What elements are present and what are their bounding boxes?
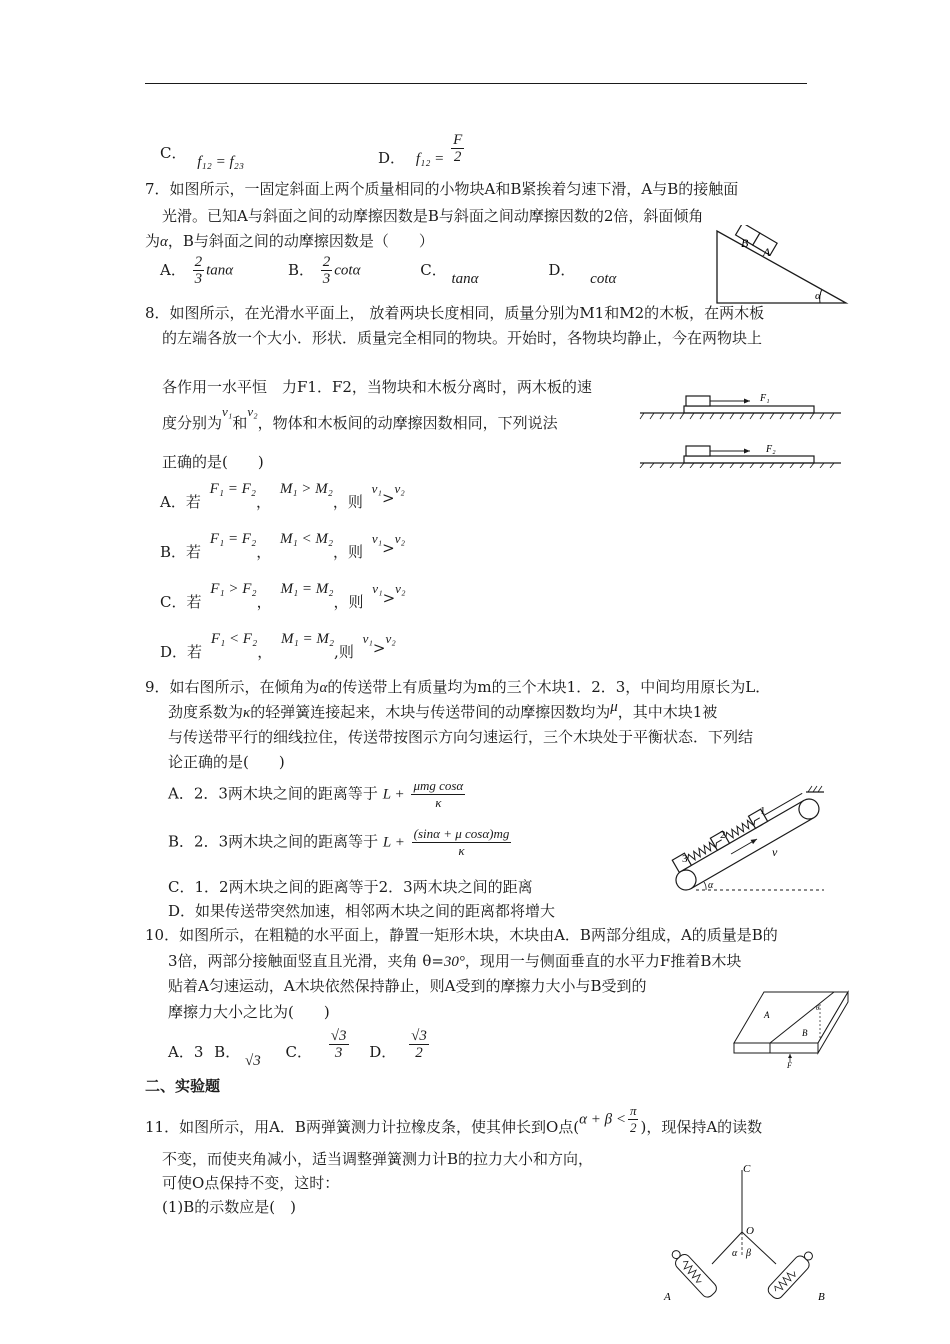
q10-fig-label-a: A <box>764 1010 770 1020</box>
q6-option-d: D． f₁₂ = $\frac{F}{2}$ <box>378 132 463 167</box>
q11-fig-b: B <box>818 1291 825 1302</box>
q9-fig-velocity: v <box>772 845 778 859</box>
q11-spring-scale-figure <box>660 1160 838 1302</box>
q10-line2: 3倍，两部分接触面竖直且光滑，夹角 θ=30°，现用一与侧面垂直的水平力F推着B木块 <box>168 952 742 970</box>
q8-line3: 各作用一水平恒 力F1．F2，当物块和木板分离时，两木板的速 <box>162 378 592 396</box>
q8-option-b: B．若 F₁ = F₂， M₁ < M₂，则 v₁>v₂ <box>160 531 406 561</box>
q7-line1: 7．如图所示，一固定斜面上两个质量相同的小物块A和B紧挨着匀速下滑，A与B的接触面 <box>145 180 739 198</box>
q8-option-d: D．若 F₁ < F₂， M₁ = M₂,则 v₁>v₂ <box>160 631 396 661</box>
q7-fig-label-a: A <box>763 245 771 259</box>
q11-fig-alpha: α <box>732 1248 738 1259</box>
header-rule <box>145 83 807 84</box>
q8-boards-figure <box>638 388 843 468</box>
q6-d-fraction: $\frac{F}{2}$ <box>453 132 463 165</box>
q10-line3: 贴着A匀速运动，A木块依然保持静止，则A受到的摩擦力大小与B受到的 <box>168 977 647 995</box>
q10-line1: 10．如图所示，在粗糙的水平面上，静置一矩形木块，木块由A．B两部分组成，A的质量是B的 <box>145 926 778 944</box>
q8-fig-f1: F₁ <box>760 393 770 404</box>
q7-options: A． $\frac{2}{3}$ tanα B． $\frac{2}{3}$ cotα C． tanα D． cotα <box>160 254 617 287</box>
q11-line4: (1)B的示数应是( ) <box>162 1198 296 1216</box>
q11-fig-o: O <box>746 1225 754 1237</box>
q7-incline-figure <box>710 225 850 307</box>
q8-line5: 正确的是( ) <box>162 453 264 471</box>
q11-fig-beta: β <box>746 1248 751 1259</box>
q9-line4: 论正确的是( ) <box>168 753 285 771</box>
q7-fig-label-b: B <box>741 236 749 250</box>
q10-line4: 摩擦力大小之比为( ) <box>168 1003 330 1021</box>
q9-fig-label-2: 2 <box>720 829 726 841</box>
q9-line1: 9．如右图所示，在倾角为α的传送带上有质量均为m的三个木块1．2．3，中间均用原长为L． <box>145 678 771 696</box>
q10-fig-force: F <box>787 1061 792 1068</box>
q9-fig-alpha: α <box>708 880 714 891</box>
q11-line1: 11．如图所示，用A．B两弹簧测力计拉橡皮条，使其伸长到O点(α + β < $\frac{\pi}{2}$ )，现保持A的读数 <box>145 1103 763 1136</box>
q10-block-figure <box>730 988 852 1068</box>
q9-line3: 与传送带平行的细线拉住，传送带按图示方向匀速运行，三个木块处于平衡状态．下列结 <box>168 728 754 746</box>
q8-option-a: A．若 F₁ = F₂， M₁ > M₂，则 v₁>v₂ <box>160 481 405 511</box>
q6-option-c: C． f₁₂ = f₂₃ <box>160 144 245 170</box>
q11-line2: 不变，而使夹角减小，适当调整弹簧测力计B的拉力大小和方向， <box>162 1150 594 1168</box>
q9-conveyor-figure <box>668 782 828 894</box>
q10-fig-label-b: B <box>802 1028 808 1038</box>
q8-line4: 度分别为v₁和v₂，物体和木板间的动摩擦因数相同，下列说法 <box>162 404 558 432</box>
q10-options: A．3 B． √3 C． $\frac{√3}{3}$ D． $\frac{√3}{2}$ <box>168 1028 427 1069</box>
q7-line2: 光滑。已知A与斜面之间的动摩擦因数是B与斜面之间动摩擦因数的2倍，斜面倾角 <box>162 207 704 225</box>
q8-fig-f2: F₂ <box>766 444 776 455</box>
q8-line1: 8．如图所示，在光滑水平面上， 放着两块长度相同，质量分别为M1和M2的木板，在两木板 <box>145 304 765 322</box>
q7-fig-alpha: α <box>815 290 821 302</box>
q8-line2: 的左端各放一个大小．形状．质量完全相同的物块。开始时，各物块均静止，今在两物块上 <box>162 329 763 347</box>
q10-fig-theta: θ <box>816 1004 820 1012</box>
q9-option-d: D．如果传送带突然加速，相邻两木块之间的距离都将增大 <box>168 902 556 920</box>
q9-option-b: B．2．3两木块之间的距离等于 L + $\frac{\text{(sinα + μ cosα)mg}}{\kappa}$ <box>168 826 510 858</box>
q9-fig-label-3: 3 <box>682 853 688 865</box>
q11-line3: 可使O点保持不变，这时： <box>162 1174 340 1192</box>
q9-option-a: A．2．3两木块之间的距离等于 L + $\frac{\text{μmg cosα}}{\kappa}$ <box>168 778 464 810</box>
q9-line2: 劲度系数为κ的轻弹簧连接起来，木块与传送带间的动摩擦因数均为μ，其中木块1被 <box>168 699 718 721</box>
q11-fig-c: C <box>743 1163 751 1175</box>
section-title: 二、实验题 <box>145 1077 221 1095</box>
q9-option-c: C．1．2两木块之间的距离等于2．3两木块之间的距离 <box>168 878 533 896</box>
q11-fig-a: A <box>664 1291 671 1302</box>
q9-fig-label-1: 1 <box>760 805 766 817</box>
q8-option-c: C．若 F₁ > F₂， M₁ = M₂，则 v₁>v₂ <box>160 581 406 611</box>
q7-line3: 为α，B与斜面之间的动摩擦因数是（ ） <box>145 232 434 250</box>
